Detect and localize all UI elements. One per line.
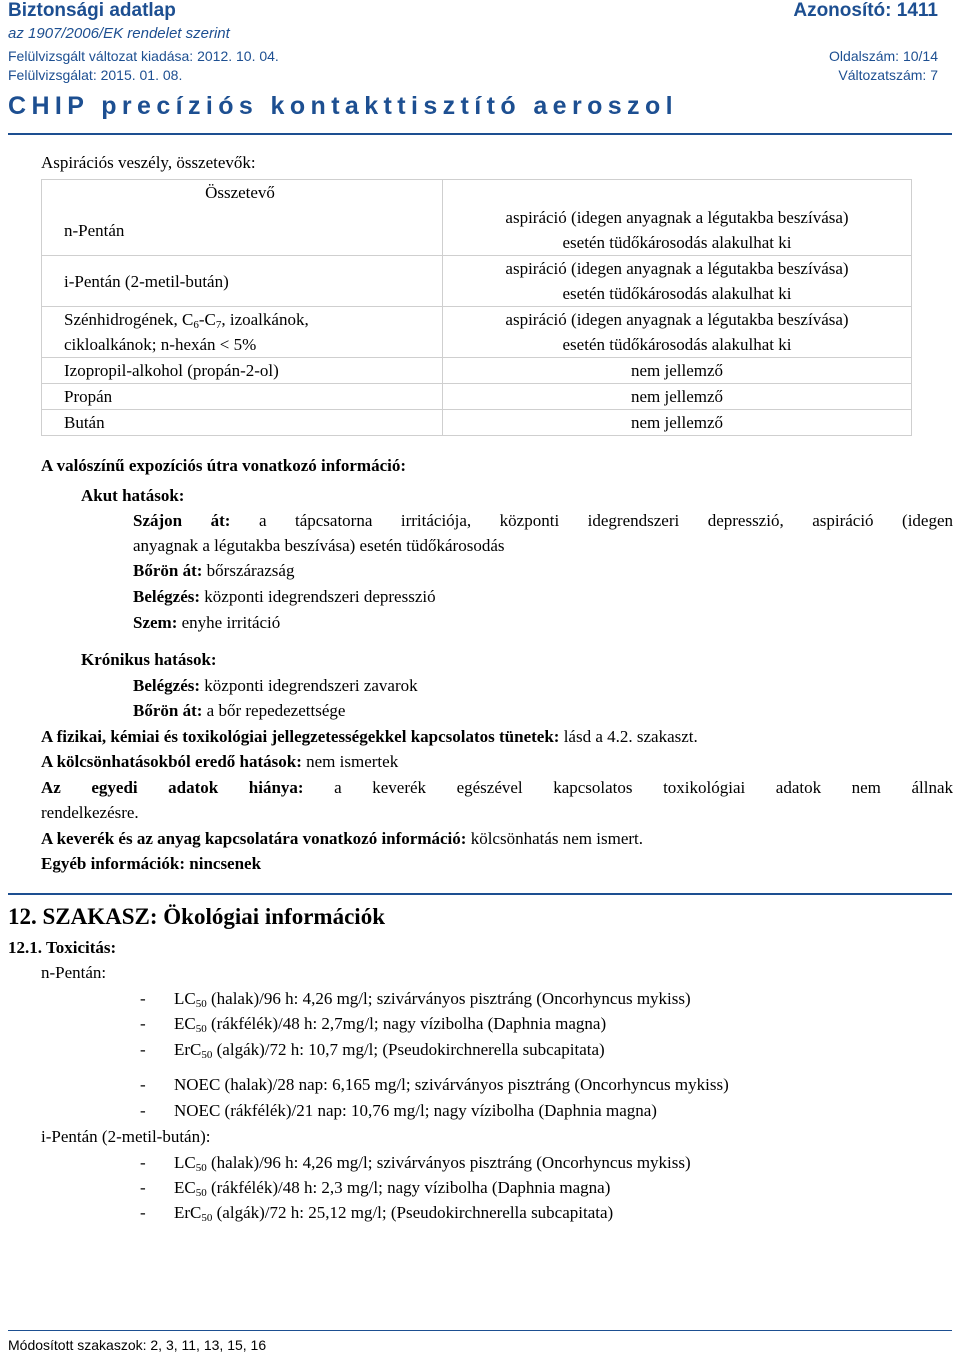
skin-effects: Bőrön át: bőrszárazság bbox=[133, 561, 295, 580]
list-item: - $LC_{50}$ (halak)/96 h: 4,26 mg/l; szivárványos pisztráng (Oncorhyncus mykiss) bbox=[140, 1153, 691, 1174]
substance-name: i-Pentán (2-metil-bután): bbox=[41, 1127, 211, 1146]
modified-sections: Módosított szakaszok: 2, 3, 11, 13, 15, 16 bbox=[8, 1337, 267, 1353]
aspiration-heading: Aspirációs veszély, összetevők: bbox=[41, 153, 256, 172]
missing-data-cont: rendelkezésre. bbox=[41, 803, 139, 822]
list-item: - $LC_{50}$ (halak)/96 h: 4,26 mg/l; szivárványos pisztráng (Oncorhyncus mykiss) bbox=[140, 989, 691, 1010]
list-item: - $EC_{50}$ (rákfélék)/48 h: 2,7mg/l; nagy vízibolha (Daphnia magna) bbox=[140, 1014, 607, 1035]
table-row: Bután nem jellemző bbox=[42, 410, 912, 436]
regulation-reference: az 1907/2006/EK rendelet szerint bbox=[8, 25, 230, 42]
interaction-info: A kölcsönhatásokból eredő hatások: nem ismertek bbox=[41, 752, 399, 771]
acute-heading: Akut hatások: bbox=[81, 486, 185, 505]
section-divider bbox=[8, 893, 952, 895]
oral-effects: Szájon át: a tápcsatorna irritációja, központi idegrendszeri depresszió, aspiráció (idegen bbox=[133, 511, 954, 530]
list-item: - ErC$_{50}$ (algák)/72 h: 10,7 mg/l; (Pseudokirchnerella subcapitata) bbox=[140, 1040, 605, 1061]
table-row: Propán nem jellemző bbox=[42, 384, 912, 410]
revised-issue-date: Felülvizsgált változat kiadása: 2012. 10. 04. bbox=[8, 48, 279, 64]
oral-effects-cont: anyagnak a légutakba beszívása) esetén tüdőkárosodás bbox=[133, 536, 505, 555]
exposure-heading: A valószínű expozíciós útra vonatkozó információ: bbox=[41, 456, 407, 475]
symptoms-info: A fizikai, kémiai és toxikológiai jellegzetességekkel kapcsolatos tünetek: lásd a 4.2. szakaszt. bbox=[41, 727, 698, 746]
table-row: n-Pentán aspiráció (idegen anyagnak a légutakba beszívása) esetén tüdőkárosodás alakulhat ki bbox=[42, 205, 912, 256]
chronic-heading: Krónikus hatások: bbox=[81, 650, 217, 669]
header-divider bbox=[8, 133, 952, 135]
missing-data-info: Az egyedi adatok hiánya: a keverék egészével kapcsolatos toxikológiai adatok nem állnak bbox=[41, 778, 953, 797]
product-name: CHIP precíziós kontakttisztító aeroszol bbox=[8, 92, 678, 120]
document-identifier: Azonosító: 1411 bbox=[793, 0, 938, 21]
table-row: Szénhidrogének, $C_6-C_7$, izoalkánok, cikloalkánok; n-hexán < 5% aspiráció (idegen anyagnak a légutakba beszívása) esetén tüdőkárosodás alakulhat ki bbox=[42, 307, 912, 358]
list-item: - NOEC (rákfélék)/21 nap: 10,76 mg/l; nagy vízibolha (Daphnia magna) bbox=[140, 1101, 657, 1120]
substance-name: n-Pentán: bbox=[41, 963, 107, 982]
page-number: Oldalszám: 10/14 bbox=[829, 48, 938, 64]
list-item: - $EC_{50}$ (rákfélék)/48 h: 2,3 mg/l; nagy vízibolha (Daphnia magna) bbox=[140, 1178, 611, 1199]
document-title: Biztonsági adatlap bbox=[8, 0, 176, 21]
aspiration-table bbox=[41, 179, 912, 436]
change-number: Változatszám: 7 bbox=[838, 67, 938, 83]
inhalation-effects: Belégzés: központi idegrendszeri depresszió bbox=[133, 587, 436, 606]
chronic-inhalation: Belégzés: központi idegrendszeri zavarok bbox=[133, 676, 418, 695]
misc-info: Egyéb információk: nincsenek bbox=[41, 854, 262, 873]
list-item: - NOEC (halak)/28 nap: 6,165 mg/l; szivárványos pisztráng (Oncorhyncus mykiss) bbox=[140, 1075, 729, 1094]
review-date: Felülvizsgálat: 2015. 01. 08. bbox=[8, 67, 183, 83]
table-row: Izopropil-alkohol (propán-2-ol) nem jellemző bbox=[42, 358, 912, 384]
table-header-row bbox=[42, 180, 912, 206]
chronic-skin: Bőrön át: a bőr repedezettsége bbox=[133, 701, 346, 720]
table-row: i-Pentán (2-metil-bután) aspiráció (idegen anyagnak a légutakba beszívása) esetén tüdőkárosodás alakulhat ki bbox=[42, 256, 912, 307]
list-item: - ErC$_{50}$ (algák)/72 h: 25,12 mg/l; (Pseudokirchnerella subcapitata) bbox=[140, 1203, 614, 1224]
toxicity-subheading: 12.1. Toxicitás: bbox=[8, 938, 117, 957]
section-12-heading: 12. SZAKASZ: Ökológiai információk bbox=[8, 904, 385, 929]
mixture-info: A keverék és az anyag kapcsolatára vonatkozó információ: kölcsönhatás nem ismert. bbox=[41, 829, 644, 848]
eye-effects: Szem: enyhe irritáció bbox=[133, 613, 281, 632]
footer-divider bbox=[8, 1330, 952, 1331]
column-header: Összetevő bbox=[42, 180, 443, 206]
